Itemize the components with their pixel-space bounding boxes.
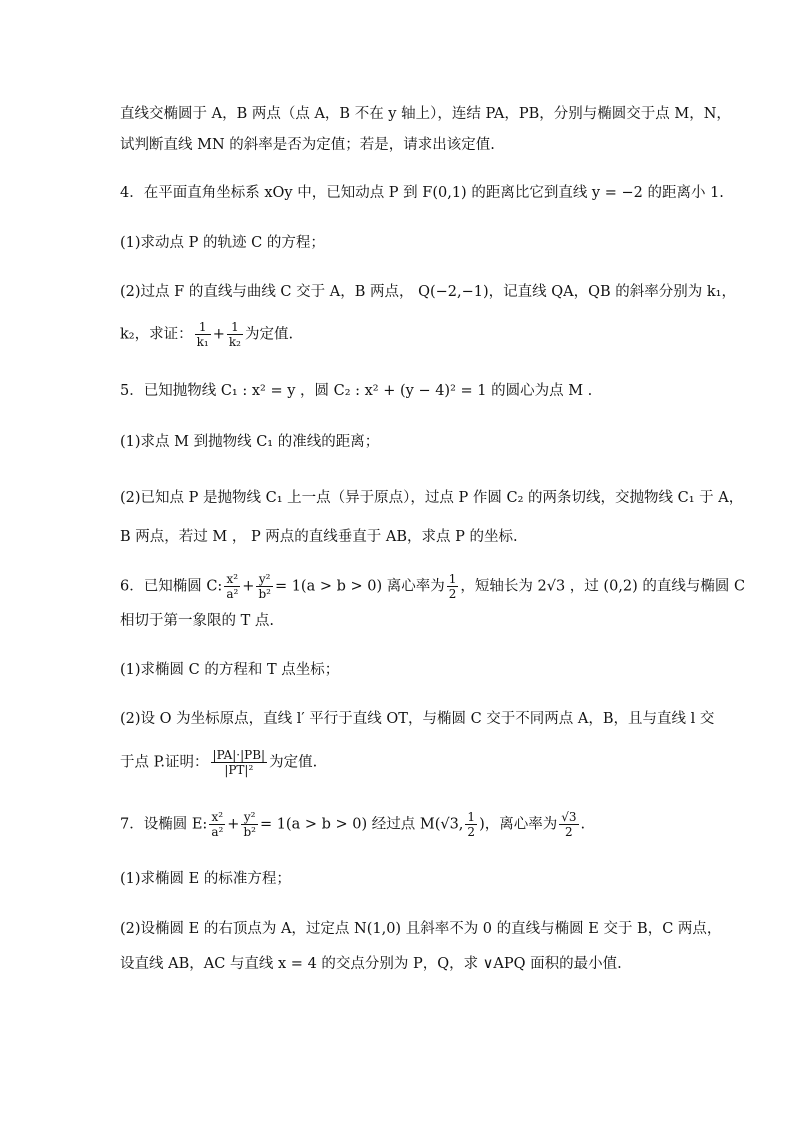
frac-y2-b2: $\frac{\text{y²}}{\text{b²}}$ <box>243 810 256 839</box>
frac-one-half: $\frac{1}{2}$ <box>448 572 457 601</box>
frac-x2-a2: $\frac{\text{x²}}{\text{a²}}$ <box>226 572 239 601</box>
text-line: (2)设 O 为坐标原点，直线 l′ 平行于直线 OT，与椭圆 C 交于不同两点 A，B，且与直线 l 交 <box>120 711 715 727</box>
text-line: (2)已知点 P 是抛物线 C₁ 上一点（异于原点），过点 P 作圆 C₂ 的两条切线，交抛物线 C₁ 于 A， <box>120 490 744 506</box>
frac-sqrt3-over-2: $\frac{√3}{2}$ <box>561 810 577 839</box>
frac-one-half: $\frac{1}{2}$ <box>467 810 476 839</box>
p4-proof-line: k₂，求证： $\frac{1}{\text{k₁}}$ + $\frac{1}{\text{k₂}}$ 为定值. <box>120 320 294 349</box>
p6-proof-line: 于点 P.证明： $\frac{|PA|\cdot|PB|}{\text{|PT|²}}$ 为定值. <box>120 748 318 777</box>
p4-prefix: k₂，求证： <box>120 326 193 343</box>
p7-statement-line: 7．设椭圆 E: $\frac{\text{x²}}{\text{a²}}$ + $\frac{\text{y²}}{\text{b²}}$ = 1(a > b > 0) 经过点 M(√3, $\frac{1}{2}$ )，离心率为 $\frac{√3}{2}$ . <box>120 810 586 839</box>
text-line: 相切于第一象限的 T 点. <box>120 613 274 629</box>
text-line: (2)设椭圆 E 的右顶点为 A，过定点 N(1,0) 且斜率不为 0 的直线与椭圆 E 交于 B，C 两点， <box>120 921 722 937</box>
text-line: B 两点，若过 M ， P 两点的直线垂直于 AB，求点 P 的坐标. <box>120 529 518 545</box>
text-line: 4．在平面直角坐标系 xOy 中，已知动点 P 到 F(0,1) 的距离比它到直线 y = −2 的距离小 1. <box>120 185 724 201</box>
frac-x2-a2: $\frac{\text{x²}}{\text{a²}}$ <box>211 810 224 839</box>
text-line: (1)求点 M 到抛物线 C₁ 的准线的距离； <box>120 434 380 450</box>
p6-statement-line: 6．已知椭圆 C: $\frac{\text{x²}}{\text{a²}}$ + $\frac{\text{y²}}{\text{b²}}$ = 1(a > b > 0) 离心率为 $\frac{1}{2}$ ，短轴长为 2√3 ，过 (0,2) 的直线与椭圆 C <box>120 572 746 601</box>
frac-1-over-k2: $\frac{1}{\text{k₂}}$ <box>228 320 241 349</box>
frac-pa-pb-over-pt2: $\frac{|PA|\cdot|PB|}{\text{|PT|²}}$ <box>212 748 266 777</box>
text-line: (1)求椭圆 E 的标准方程； <box>120 871 291 887</box>
frac-1-over-k1: $\frac{1}{\text{k₁}}$ <box>196 320 209 349</box>
text-line: 试判断直线 MN 的斜率是否为定值；若是，请求出该定值. <box>120 137 495 153</box>
text-line: 设直线 AB，AC 与直线 x = 4 的交点分别为 P，Q，求 ∨APQ 面积的最小值. <box>120 956 622 972</box>
text-line: (1)求椭圆 C 的方程和 T 点坐标； <box>120 662 340 678</box>
text-line: (1)求动点 P 的轨迹 C 的方程； <box>120 235 325 251</box>
text-line: 5．已知抛物线 C₁ : x² = y ，圆 C₂ : x² + (y − 4)² = 1 的圆心为点 M . <box>120 383 593 399</box>
text-line: (2)过点 F 的直线与曲线 C 交于 A，B 两点， Q(−2,−1)，记直线 QA，QB 的斜率分别为 k₁， <box>120 284 736 300</box>
frac-y2-b2: $\frac{\text{y²}}{\text{b²}}$ <box>258 572 271 601</box>
text-line: 直线交椭圆于 A，B 两点（点 A，B 不在 y 轴上），连结 PA，PB，分别与椭圆交于点 M，N， <box>120 106 731 122</box>
